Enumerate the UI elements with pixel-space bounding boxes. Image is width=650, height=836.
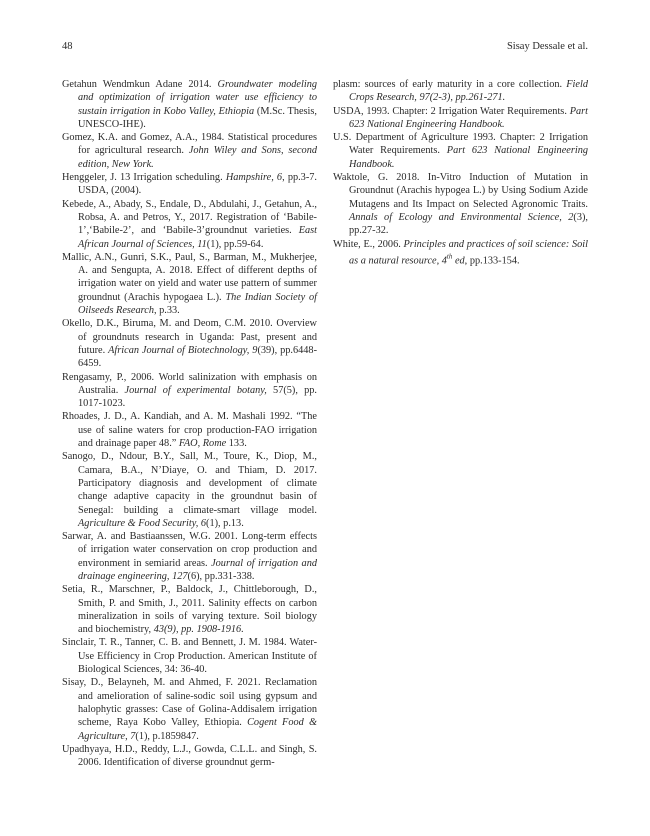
references-left-column xyxy=(62,78,317,769)
reference-text: Upadhyaya, H.D., Reddy, L.J., Gowda, C.L.L. and Singh, S. 2006. Identification of diverse groundnut germ- xyxy=(62,743,317,769)
reference-text: Setia, R., Marschner, P., Baldock, J., Chittleborough, D., Smith, P. and Smith, J., 2011. Salinity effects on carbon mineralization in soils of varying texture. Soil biology and biochemistry, xyxy=(62,584,317,636)
reference-text: Principles and practices of soil science: Soil as a natural resource, 4 xyxy=(349,238,589,267)
reference-entry xyxy=(62,743,317,770)
reference-text: Hampshire, 6 xyxy=(225,172,283,184)
reference-text: John Wiley and Sons, second edition, New York. xyxy=(78,145,317,170)
reference-text: Kebede, A., Abady, S., Endale, D., Abdulahi, J., Getahun, A., Robsa, A. and Petros, Y., 2017. Registration of ‘Babile-1’,‘Babile-2’, and ‘Babile-3’groundnut varieties. xyxy=(62,198,317,237)
reference-entry xyxy=(62,317,317,370)
reference-text: th xyxy=(446,252,453,261)
reference-text: Field Crops Research, 97 xyxy=(349,79,588,104)
reference-text: , pp.3-7. USDA, (2004). xyxy=(78,172,317,197)
reference-text: (39), pp.6448-6459. xyxy=(78,344,318,370)
reference-text: 57(5), pp. 1017-1023. xyxy=(78,384,317,410)
reference-text: Rhoades, J. D., A. Kandiah, and A. M. Mashali 1992. “The use of saline waters for crop production-FAO irrigation and drainage paper 48.” xyxy=(62,411,317,450)
reference-text: (2-3), pp.261-271. xyxy=(429,92,506,104)
reference-text: Henggeler, J. 13 Irrigation scheduling. xyxy=(62,172,226,184)
reference-entry xyxy=(62,131,317,171)
reference-entry xyxy=(62,198,317,251)
references-right-column xyxy=(333,78,588,268)
reference-text: 133. xyxy=(226,438,247,450)
reference-entry xyxy=(62,371,317,411)
reference-entry xyxy=(62,410,317,450)
reference-text: Sarwar, A. and Bastiaanssen, W.G. 2001. Long-term effects of irrigation water conservation on crop production and environment in semiarid areas. xyxy=(62,531,317,569)
reference-text: Mallic, A.N., Gunri, S.K., Paul, S., Barman, M., Mukherjee, A. and Sengupta, A. 2018. Effect of different depths of irrigation water on yield and water use pattern of summer groundnut (Arachis hypogaea L.). xyxy=(62,251,317,303)
reference-text: ed xyxy=(452,255,465,267)
reference-text: The Indian Society of Oilseeds Research xyxy=(78,291,317,317)
reference-text: Groundwater modeling and optimization of irrigation water use efficiency to sustain irrigation in Kobo Valley, Ethiopia xyxy=(78,79,317,117)
reference-text: , pp.133-154. xyxy=(464,255,520,267)
reference-entry xyxy=(62,676,317,742)
reference-entry xyxy=(333,105,588,132)
reference-text: Part 623 National Engineering Handbook. xyxy=(349,145,588,170)
reference-text: plasm: sources of early maturity in a core collection. xyxy=(333,79,567,90)
reference-text: (6), pp.331-338. xyxy=(187,570,255,582)
reference-text: Sinclair, T. R., Tanner, C. B. and Bennett, J. M. 1984. Water-Use Efficiency in Crop Production. American Institute of Biological Sciences, 34: 36-40. xyxy=(62,637,317,676)
reference-text: Okello, D.K., Biruma, M. and Deom, C.M. 2010. Overview of groundnuts research in Uganda: Past, present and future. xyxy=(62,318,317,356)
reference-text: , p.33. xyxy=(153,305,180,317)
reference-entry xyxy=(62,636,317,676)
reference-text: Annals of Ecology and Environmental Science, 2 xyxy=(349,211,574,223)
reference-text: Journal of experimental botany, xyxy=(124,384,267,396)
reference-text: Getahun Wendmkun Adane 2014. xyxy=(62,79,218,90)
reference-entry xyxy=(62,530,317,583)
reference-entry xyxy=(62,583,317,636)
reference-text: White, E., 2006. xyxy=(333,238,404,250)
page-number: 48 xyxy=(62,41,73,52)
reference-text: U.S. Department of Agriculture 1993. Chapter: 2 Irrigation Water Requirements. xyxy=(333,132,588,157)
reference-entry xyxy=(333,131,588,171)
reference-text: Cogent Food & Agriculture, 7 xyxy=(78,717,317,742)
reference-text: FAO, Rome xyxy=(178,438,227,450)
reference-text: Agriculture & Food Security, 6 xyxy=(78,517,207,529)
reference-text: Waktole, G. 2018. In-Vitro Induction of Mutation in Groundnut (Arachis hypogea L.) by Using Sodium Azide Mutagens and Its Impact on Selected Agronomic Traits. xyxy=(333,172,588,210)
reference-text: Journal of irrigation and drainage engineering, 127 xyxy=(78,557,317,582)
reference-text: (1), pp.59-64. xyxy=(206,238,264,250)
reference-entry xyxy=(62,78,317,131)
reference-text: Sisay, D., Belayneh, M. and Ahmed, F. 2021. Reclamation and amelioration of saline-sodic soil using gypsum and halophytic grasses: Case of Golina-Addisalem irrigation scheme, Raya Kobo Valley, Ethiopia. xyxy=(62,677,317,729)
reference-entry xyxy=(333,78,588,105)
reference-text: (M.Sc. Thesis, UNESCO-IHE). xyxy=(78,105,317,130)
reference-text: (1), p.1859847. xyxy=(135,730,199,742)
reference-text: Gomez, K.A. and Gomez, A.A., 1984. Statistical procedures for agricultural research. xyxy=(62,132,317,157)
reference-text: African Journal of Biotechnology, 9 xyxy=(108,344,258,356)
reference-entry xyxy=(333,238,588,268)
reference-text: Sanogo, D., Ndour, B.Y., Sall, M., Toure, K., Diop, M., Camara, B.A., N’Diaye, O. and Thiam, D. 2017. Participatory diagnosis and development of climate change adaptive capacity in the groundnut basin of Senegal: building a climate-smart village model. xyxy=(62,451,317,516)
reference-text: (3), pp.27-32. xyxy=(349,211,588,237)
reference-entry xyxy=(62,450,317,530)
reference-text: (1), p.13. xyxy=(206,517,244,529)
reference-text: 43(9), pp. 1908-1916. xyxy=(153,624,244,636)
reference-text: Rengasamy, P., 2006. World salinization with emphasis on Australia. xyxy=(62,371,317,396)
running-head: Sisay Dessale et al. xyxy=(506,41,588,52)
reference-text: USDA, 1993. Chapter: 2 Irrigation Water Requirements. xyxy=(333,105,570,117)
reference-entry xyxy=(62,251,317,317)
reference-entry xyxy=(62,171,317,198)
reference-entry xyxy=(333,171,588,237)
reference-text: East African Journal of Sciences, 11 xyxy=(78,225,317,250)
reference-text: Part 623 National Engineering Handbook. xyxy=(349,105,588,130)
